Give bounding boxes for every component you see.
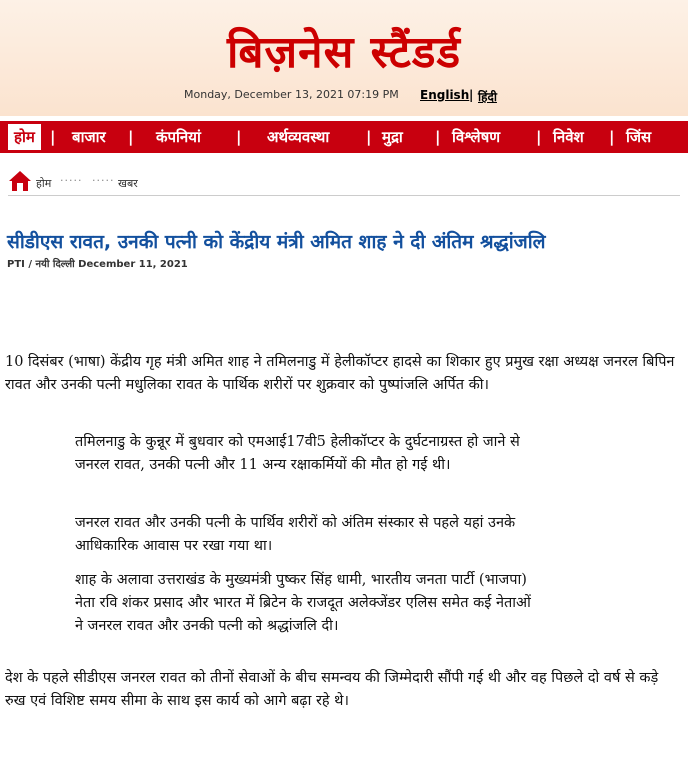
nav-separator: | — [128, 128, 134, 146]
nav-separator: | — [50, 128, 56, 146]
nav-item-companies[interactable]: कंपनियां — [156, 128, 201, 146]
nav-item-commodities[interactable]: जिंस — [626, 128, 652, 146]
article-paragraph: शाह के अलावा उत्तराखंड के मुख्यमंत्री पुष्कर सिंह धामी, भारतीय जनता पार्टी (भाजपा) नेता रवि शंकर प्रसाद और भारत में ब्रिटेन के राजदूत अलेक्जेंडर एलिस समेत कई नेताओं ने जनरल रावत और उनकी पत्नी को श्रद्धांजलि दी। — [75, 572, 531, 634]
nav-item-economy[interactable]: अर्थव्यवस्था — [267, 128, 330, 146]
home-icon[interactable] — [8, 170, 32, 192]
breadcrumb-current[interactable]: खबर — [118, 177, 138, 190]
site-logo[interactable]: बिज़नेस स्टैंडर्ड — [226, 27, 462, 78]
article-byline: PTI / नयी दिल्ली December 11, 2021 — [7, 259, 188, 270]
article-paragraph: जनरल रावत और उनकी पत्नी के पार्थिव शरीरों को अंतिम संस्कार से पहले यहां उनके आधिकारिक आवास पर रखा गया था। — [75, 515, 516, 554]
nav-separator: | — [435, 128, 441, 146]
language-separator: | — [469, 88, 474, 102]
article-paragraph: 10 दिसंबर (भाषा) केंद्रीय गृह मंत्री अमित शाह ने तमिलनाडु में हेलीकॉप्टर हादसे का शिकार हुए प्रमुख रक्षा अध्यक्ष जनरल बिपिन रावत और उनकी पत्नी मधुलिका रावत के पार्थिक शरीरों पर शुक्रवार को पुष्पांजलि अर्पित की। — [5, 354, 675, 393]
breadcrumb-dots: ····· — [60, 174, 83, 187]
breadcrumb-home[interactable]: होम — [36, 177, 52, 190]
article-title: सीडीएस रावत, उनकी पत्नी को केंद्रीय मंत्री अमित शाह ने दी अंतिम श्रद्धांजलि — [7, 231, 546, 253]
site-header — [0, 0, 688, 116]
nav-item-analysis[interactable]: विश्लेषण — [452, 128, 501, 146]
main-navigation — [0, 121, 688, 153]
breadcrumb-dots: ····· — [92, 174, 115, 187]
nav-item-currency[interactable]: मुद्रा — [382, 128, 403, 146]
current-date-time: Monday, December 13, 2021 07:19 PM — [184, 88, 399, 101]
english-link[interactable]: English — [420, 88, 470, 102]
article-paragraph: तमिलनाडु के कुन्नूर में बुधवार को एमआई17वी5 हेलीकॉप्टर के दुर्घटनाग्रस्त हो जाने से जनरल रावत, उनकी पत्नी और 11 अन्य रक्षाकर्मियों की मौत हो गई थी। — [75, 434, 520, 473]
nav-item-home[interactable]: होम — [8, 124, 41, 150]
nav-separator: | — [609, 128, 615, 146]
nav-separator: | — [366, 128, 372, 146]
nav-separator: | — [536, 128, 542, 146]
hindi-link[interactable]: हिंदी — [478, 90, 497, 104]
nav-item-investment[interactable]: निवेश — [553, 128, 584, 146]
breadcrumb-divider — [8, 195, 680, 196]
nav-item-market[interactable]: बाजार — [72, 128, 106, 146]
article-paragraph: देश के पहले सीडीएस जनरल रावत को तीनों सेवाओं के बीच समन्वय की जिम्मेदारी सौंपी गई थी और वह पिछले दो वर्ष से कड़े रुख एवं विशिष्ट समय सीमा के साथ इस कार्य को आगे बढ़ा रहे थे। — [5, 670, 659, 709]
nav-separator: | — [236, 128, 242, 146]
